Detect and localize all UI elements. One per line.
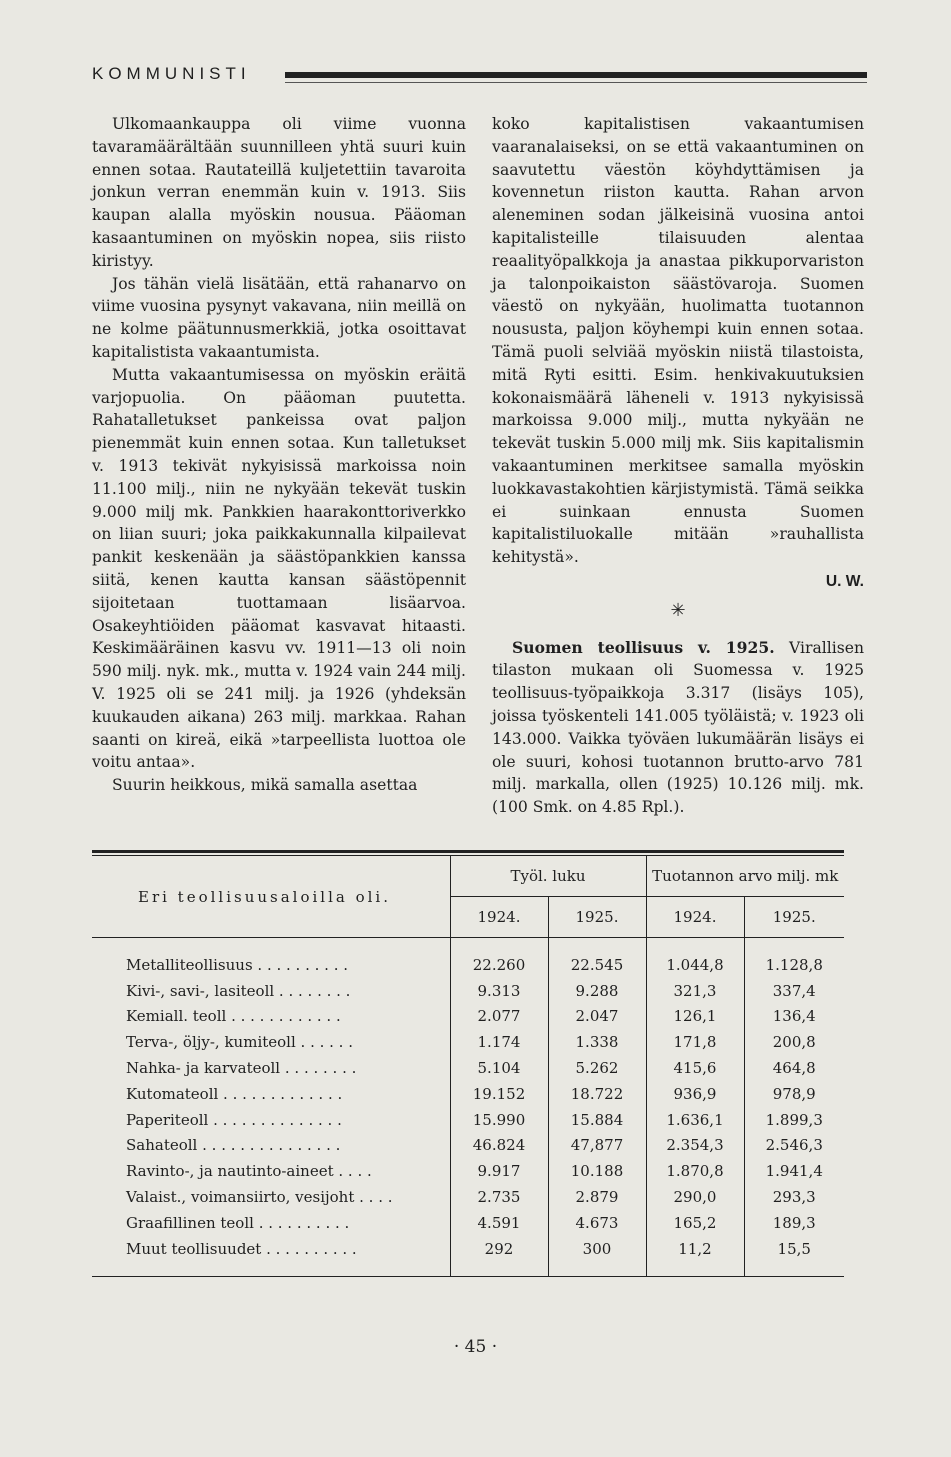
industry-table bbox=[92, 850, 844, 1277]
value-1925: 1.128,8 bbox=[744, 952, 844, 978]
table-header-row bbox=[92, 856, 844, 897]
header-value: Tuotannon arvo milj. mk bbox=[646, 856, 844, 897]
value-1924: 2.354,3 bbox=[646, 1133, 744, 1159]
value-1924: 415,6 bbox=[646, 1055, 744, 1081]
value-1924: 290,0 bbox=[646, 1184, 744, 1210]
table-bottom-rule bbox=[92, 1276, 844, 1277]
industry-data-table bbox=[92, 856, 844, 1276]
value-1925: 978,9 bbox=[744, 1081, 844, 1107]
table-row bbox=[92, 1158, 844, 1184]
workers-1924: 2.735 bbox=[450, 1184, 548, 1210]
industry-name: Valaist., voimansiirto, vesijoht . . . . bbox=[126, 1188, 393, 1207]
value-1925: 293,3 bbox=[744, 1184, 844, 1210]
value-1925: 2.546,3 bbox=[744, 1133, 844, 1159]
value-1924: 936,9 bbox=[646, 1081, 744, 1107]
year-header: 1924. bbox=[450, 897, 548, 938]
workers-1924: 4.591 bbox=[450, 1210, 548, 1236]
workers-1924: 22.260 bbox=[450, 952, 548, 978]
table-row bbox=[92, 978, 844, 1004]
paragraph: Mutta vakaantumisessa on myöskin eräitä varjopuolia. On pääoman puutetta. Rahatalletukset pankeissa ovat paljon pienemmät kuin ennen sotaa. Kun talletukset v. 1913 tekivät nykyisissä markoissa noin 11.100 milj., niin ne nykyään tekevät tuskin 9.000 milj mk. Pankkien haarakonttoriverkko on liian suuri; joka paikkakunnalla kilpailevat pankit keskenään ja säästöpankkien kanssa siitä, kenen kautta kansan säästöpennit sijoitetaan tuottamaan lisäarvoa. Osakeyhtiöiden pääomat kasvavat hitaasti. Keskimääräinen kasvu vv. 1911—13 oli noin 590 milj. nyk. mk., mutta v. 1924 vain 244 milj. V. 1925 oli se 241 milj. ja 1926 (yhdeksän kuukauden aikana) 263 milj. markkaa. Rahan saanti on kireä, eikä »tarpeellista luottoa ole voitu antaa». bbox=[92, 365, 466, 772]
industry-name: Paperiteoll . . . . . . . . . . . . . . bbox=[126, 1110, 342, 1129]
table-row bbox=[92, 1004, 844, 1030]
industry-name: Kivi-, savi-, lasiteoll . . . . . . . . bbox=[126, 981, 351, 1000]
article-body: Virallisen tilaston mukaan oli Suomessa v. 1925 teollisuus-työpaikkoja 3.317 (lisäys 105), joissa työskenteli 141.005 työläistä; v. 1923 oli 143.000. Vaikka työväen lukumäärän lisäys ei ole suuri, kohosi tuotannon brutto-arvo 781 milj. markalla, ollen (1925) 10.126 milj. mk. (100 Smk. on 4.85 Rpl.). bbox=[492, 638, 864, 817]
value-1925: 200,8 bbox=[744, 1029, 844, 1055]
industry-name: Muut teollisuudet . . . . . . . . . . bbox=[126, 1239, 357, 1258]
table-row bbox=[92, 1133, 844, 1159]
workers-1924: 46.824 bbox=[450, 1133, 548, 1159]
header-rule-thin bbox=[285, 82, 867, 83]
workers-1925: 300 bbox=[548, 1236, 646, 1262]
workers-1924: 9.917 bbox=[450, 1158, 548, 1184]
industry-name: Kutomateoll . . . . . . . . . . . . . bbox=[126, 1084, 343, 1103]
article-paragraph bbox=[492, 637, 864, 819]
value-1924: 165,2 bbox=[646, 1210, 744, 1236]
workers-1925: 47,877 bbox=[548, 1133, 646, 1159]
table-row bbox=[92, 1236, 844, 1262]
industry-name: Terva-, öljy-, kumiteoll . . . . . . bbox=[126, 1033, 353, 1052]
workers-1924: 1.174 bbox=[450, 1029, 548, 1055]
table-row bbox=[92, 1055, 844, 1081]
article-headline: Suomen teollisuus v. 1925. bbox=[512, 637, 775, 657]
workers-1925: 4.673 bbox=[548, 1210, 646, 1236]
header-branch: Eri teollisuusaloilla oli. bbox=[92, 856, 450, 938]
value-1925: 464,8 bbox=[744, 1055, 844, 1081]
value-1925: 136,4 bbox=[744, 1004, 844, 1030]
workers-1924: 15.990 bbox=[450, 1107, 548, 1133]
table-row bbox=[92, 1081, 844, 1107]
value-1924: 171,8 bbox=[646, 1029, 744, 1055]
industry-name: Nahka- ja karvateoll . . . . . . . . bbox=[126, 1059, 357, 1078]
section-separator: ✳ bbox=[670, 599, 686, 621]
value-1925: 15,5 bbox=[744, 1236, 844, 1262]
workers-1925: 15.884 bbox=[548, 1107, 646, 1133]
value-1924: 1.870,8 bbox=[646, 1158, 744, 1184]
table-row bbox=[92, 952, 844, 978]
workers-1925: 10.188 bbox=[548, 1158, 646, 1184]
workers-1925: 9.288 bbox=[548, 978, 646, 1004]
workers-1924: 292 bbox=[450, 1236, 548, 1262]
value-1925: 1.899,3 bbox=[744, 1107, 844, 1133]
workers-1925: 2.879 bbox=[548, 1184, 646, 1210]
value-1924: 1.636,1 bbox=[646, 1107, 744, 1133]
industry-name: Ravinto-, ja nautinto-aineet . . . . bbox=[126, 1162, 372, 1181]
header-rule bbox=[285, 72, 867, 78]
year-header: 1925. bbox=[548, 897, 646, 938]
author-signature: U. W. bbox=[825, 572, 864, 590]
workers-1925: 18.722 bbox=[548, 1081, 646, 1107]
table-spacer bbox=[92, 1262, 844, 1276]
workers-1924: 2.077 bbox=[450, 1004, 548, 1030]
industry-name: Sahateoll . . . . . . . . . . . . . . . bbox=[126, 1136, 341, 1155]
value-1925: 189,3 bbox=[744, 1210, 844, 1236]
value-1924: 126,1 bbox=[646, 1004, 744, 1030]
header-workers: Työl. luku bbox=[450, 856, 646, 897]
value-1925: 1.941,4 bbox=[744, 1158, 844, 1184]
value-1924: 11,2 bbox=[646, 1236, 744, 1262]
table-row bbox=[92, 1184, 844, 1210]
value-1924: 1.044,8 bbox=[646, 952, 744, 978]
industry-name: Kemiall. teoll . . . . . . . . . . . . bbox=[126, 1007, 341, 1026]
workers-1925: 2.047 bbox=[548, 1004, 646, 1030]
right-column bbox=[492, 113, 864, 819]
year-header: 1925. bbox=[744, 897, 844, 938]
table-body bbox=[92, 952, 844, 1276]
value-1925: 337,4 bbox=[744, 978, 844, 1004]
year-header: 1924. bbox=[646, 897, 744, 938]
workers-1924: 19.152 bbox=[450, 1081, 548, 1107]
industry-name: Metalliteollisuus . . . . . . . . . . bbox=[126, 955, 349, 974]
paragraph: Suurin heikkous, mikä samalla asettaa bbox=[112, 776, 418, 795]
table-spacer bbox=[92, 938, 844, 953]
paragraph-continuation: koko kapitalistisen vakaantumisen vaaranalaiseksi, on se että vakaantuminen on saavutettu väestön köyhdyttämisen ja kovennetun riiston kautta. Rahan arvon aleneminen sodan jälkeisinä vuosina antoi kapitalisteille tilaisuuden alentaa reaalityöpalkkoja ja anastaa pikkuporvariston ja talonpoikaiston säästövaroja. Suomen väestö on nykyään, huolimatta tuotannon noususta, paljon köyhempi kuin ennen sotaa. Tämä puoli selviää myöskin niistä tilastoista, mitä Ryti esitti. Esim. henkivakuutuksien kokonaismäärä läheneli v. 1913 nykyisissä markoissa 9.000 milj., mutta nykyään ne tekevät tuskin 5.000 milj mk. Siis kapitalismin vakaantuminen merkitsee samalla myöskin luokkavastakohtien kärjistymistä. Tämä seikka ei suinkaan ennusta Suomen kapitalistiluokalle mitään »rauhallista kehitystä». bbox=[492, 115, 864, 567]
workers-1925: 22.545 bbox=[548, 952, 646, 978]
paragraph: Jos tähän vielä lisätään, että rahanarvo on viime vuosina pysynyt vakavana, niin meillä on ne kolme päätunnusmerkkiä, jotka osoittavat kapitalistista vakaantumista. bbox=[92, 274, 466, 361]
page-header bbox=[92, 60, 867, 90]
workers-1924: 5.104 bbox=[450, 1055, 548, 1081]
workers-1925: 5.262 bbox=[548, 1055, 646, 1081]
page-number: · 45 · bbox=[453, 1337, 498, 1357]
workers-1925: 1.338 bbox=[548, 1029, 646, 1055]
table-row bbox=[92, 1029, 844, 1055]
industry-name: Graafillinen teoll . . . . . . . . . . bbox=[126, 1213, 350, 1232]
workers-1924: 9.313 bbox=[450, 978, 548, 1004]
value-1924: 321,3 bbox=[646, 978, 744, 1004]
paragraph: Ulkomaankauppa oli viime vuonna tavaramäärältään suunnilleen yhtä suuri kuin ennen sotaa. Rautateillä kuljetettiin tavaroita jonkun verran enemmän kuin v. 1913. Siis kaupan alalla myöskin nousua. Pääoman kasaantuminen on myöskin nopea, siis riisto kiristyy. bbox=[92, 115, 466, 270]
left-column bbox=[92, 113, 466, 797]
journal-title: KOMMUNISTI bbox=[92, 64, 251, 83]
table-row bbox=[92, 1210, 844, 1236]
table-row bbox=[92, 1107, 844, 1133]
